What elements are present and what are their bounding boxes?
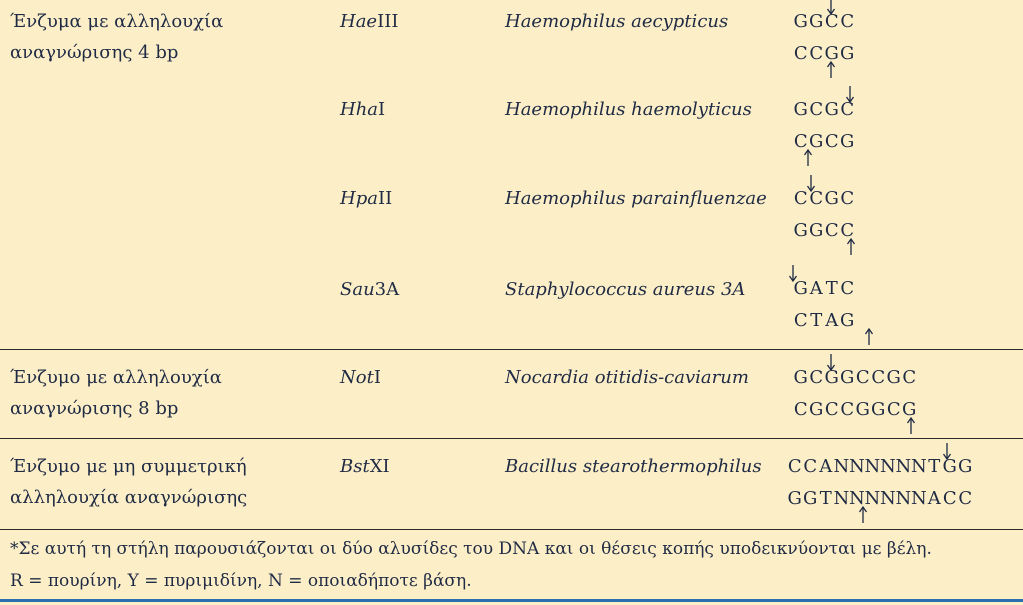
top-strand [793,183,855,215]
source-organism: Bacillus stearothermophilus [505,456,762,477]
sequence-base: N [880,456,896,477]
cut-site-sequence [793,362,917,426]
cut-site-down-arrow-icon [806,175,816,193]
sequence-base: N [864,488,881,509]
cut-site-sequence [793,273,855,337]
sequence-base: N [864,456,881,477]
sequence-base: N [911,488,927,509]
sequence-base: A [809,278,823,299]
sequence-base: G [809,11,824,32]
enzyme-name: HpaII [340,188,393,209]
top-strand [793,6,855,38]
sequence-base: C [855,367,870,388]
sequence-base: C [793,310,808,331]
source-organism: Haemophilus haemolyticus [505,99,752,120]
sequence-base: C [840,220,855,241]
bottom-strand [793,38,855,70]
cut-site-down-arrow-icon [845,86,855,104]
sequence-base: G [958,456,973,477]
cut-site-sequence [793,6,855,70]
group-label: Ένζυμα με αλληλουχία αναγνώρισης 4 bp [10,11,224,63]
sequence-base: C [793,399,808,420]
sequence-base: G [793,11,808,32]
group-label: Ένζυμο με αλληλουχία αναγνώρισης 8 bp [10,367,222,419]
footnote-line: *Σε αυτή τη στήλη παρουσιάζονται οι δύο αλυσίδες του DNA και οι θέσεις κοπής υποδεικνύονται με βέλη. [10,539,932,559]
sequence-base: C [824,131,839,152]
source-organism: Haemophilus aecypticus [505,11,729,32]
sequence-base: C [886,399,901,420]
cut-site-up-arrow-icon [864,327,874,345]
sequence-base: A [819,456,833,477]
sequence-base: G [824,99,839,120]
sequence-base: C [793,131,808,152]
cut-site-down-arrow-icon [942,443,952,461]
sequence-base: G [824,43,839,64]
sequence-base: G [840,131,855,152]
cut-site-up-arrow-icon [858,505,868,523]
cut-site-down-arrow-icon [826,354,836,372]
sequence-base: C [824,399,839,420]
sequence-base: N [911,456,927,477]
sequence-base: G [824,367,839,388]
sequence-base: C [809,188,824,209]
sequence-base: C [809,367,824,388]
sequence-base: N [849,488,865,509]
sequence-base: G [902,399,917,420]
sequence-base: N [895,456,912,477]
sequence-base: G [809,131,824,152]
sequence-base: C [787,456,802,477]
source-organism: Haemophilus parainfluenzae [505,188,767,209]
sequence-base: G [809,399,824,420]
cut-site-up-arrow-icon [803,148,813,166]
sequence-base: G [793,220,808,241]
source-organism: Staphylococcus aureus 3A [505,279,746,300]
sequence-base: G [840,310,855,331]
bottom-strand [793,305,855,337]
sequence-base: N [895,488,912,509]
sequence-base: C [809,99,824,120]
sequence-base: C [840,399,855,420]
bottom-strand [787,483,973,515]
sequence-base: C [958,488,973,509]
sequence-base: N [880,488,896,509]
sequence-base: C [840,99,855,120]
sequence-base: G [840,367,855,388]
sequence-base: N [833,456,850,477]
sequence-base: T [825,278,838,299]
sequence-base: T [810,310,823,331]
sequence-base: N [833,488,850,509]
enzyme-name: HhaI [340,99,386,120]
footnote-legend: R = πουρίνη, Y = πυριμιδίνη, N = οποιαδήποτε βάση. [10,571,472,591]
top-strand [793,273,855,305]
enzyme-name: BstXI [340,456,390,477]
group-asymmetric [0,439,1023,530]
sequence-base: C [803,456,818,477]
sequence-base: G [793,99,808,120]
sequence-base: C [824,11,839,32]
sequence-base: C [840,278,855,299]
sequence-base: C [942,488,957,509]
sequence-base: A [927,488,941,509]
sequence-base: N [849,456,865,477]
sequence-base: G [809,220,824,241]
enzyme-name: Sau3A [340,279,400,300]
sequence-base: C [902,367,917,388]
sequence-base: T [819,488,832,509]
sequence-base: C [793,188,808,209]
sequence-base: C [871,367,886,388]
sequence-base: C [793,43,808,64]
sequence-base: C [809,43,824,64]
cut-site-down-arrow-icon [788,265,798,283]
sequence-base: G [787,488,802,509]
group-8bp [0,350,1023,439]
sequence-base: T [928,456,941,477]
enzyme-name: HaeIII [340,11,399,32]
sequence-base: G [793,367,808,388]
sequence-base: A [825,310,839,331]
footnote [10,533,932,597]
sequence-base: C [840,188,855,209]
enzyme-name: NotI [340,367,381,388]
source-organism: Nocardia otitidis-caviarum [505,367,749,388]
bottom-strand [793,394,917,426]
bottom-accent-rule [0,599,1023,602]
sequence-base: G [840,43,855,64]
sequence-base: C [840,11,855,32]
cut-site-up-arrow-icon [906,416,916,434]
sequence-base: G [855,399,870,420]
cut-site-up-arrow-icon [826,60,836,78]
cut-site-up-arrow-icon [846,237,856,255]
sequence-base: G [942,456,957,477]
top-strand [793,362,917,394]
sequence-base: G [824,188,839,209]
cut-site-down-arrow-icon [826,0,836,16]
sequence-base: G [793,278,808,299]
sequence-base: G [803,488,818,509]
group-label: Ένζυμο με μη συμμετρική αλληλουχία αναγνώρισης [10,456,248,508]
sequence-base: C [824,220,839,241]
sequence-base: G [871,399,886,420]
sequence-base: G [886,367,901,388]
